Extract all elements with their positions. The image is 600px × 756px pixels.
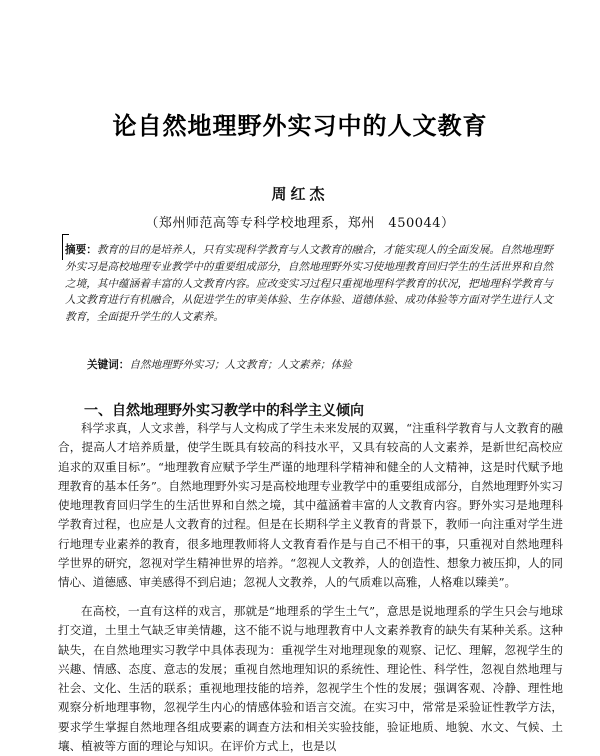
keywords xyxy=(87,357,557,373)
body-paragraph: 科学求真，人文求善，科学与人文构成了学生未来发展的双翼，“注重科学教育与人文教育的融合，提高人才培养质量，使学生既具有较高的科技水平，又具有较高的人文素养，是新世纪高校应追求的双重目标”。“地理教育应赋予学生严谨的地理科学精神和健全的人文精神，这是时代赋予地理教育的基本任务”。自然地理野外实习是高校地理专业教学中的重要组成部分，自然地理野外实习使地理教育回归学生的生活世界和自然之境，其中蕴涵着丰富的人文教育内容。野外实习是地理科学教育过程，也应是人文教育的过程。但是在长期科学主义教育的背景下，教师一向注重对学生进行地理专业素养的教育，很多地理教师将人文教育看作是与自己不相干的事，只重视对自然地理科学世界的研究，忽视对学生精神世界的培养。“忽视人文教养，人的创造性、想象力被压抑，人的同情心、道德感、审美感得不到启迪；忽视人文教养，人的气质难以高雅，人格难以臻美”。 xyxy=(58,421,563,590)
abstract-text: 教育的目的是培养人，只有实现科学教育与人文教育的融合，才能实现人的全面发展。自然地理野外实习是高校地理专业教学中的重要组成部分，自然地理野外实习使地理教育回归学生的生活世界和自然之境，其中蕴涵着丰富的人文教育内容。应改变实习过程只重视地理科学教育的状况，把地理科学教育与人文教育进行有机融合，从促进学生的审美体验、生存体验、道德体验、成功体验等方面对学生进行人文教育，全面提升学生的人文素养。 xyxy=(65,244,553,324)
abstract-bracket-side xyxy=(62,234,63,260)
body-paragraph: 在高校，一直有这样的戏言，那就是“地理系的学生土气”，意思是说地理系的学生只会与地球打交道，土里土气缺乏审美情趣，这不能不说与地理教育中人文素养教育的缺失有某种关系。这种缺失，在自然地理实习教学中具体表现为：重视学生对地理现象的观察、记忆、理解，忽视学生的兴趣、情感、态度、意志的发展；重视自然地理知识的系统性、理论性、科学性，忽视自然地理与社会、文化、生活的联系；重视地理技能的培养，忽视学生个性的发展；强调客观、冷静、理性地观察分析地理事物，忽视学生内心的情感体验和语言交流。在实习中，常常是采验证性教学方法，要求学生掌握自然地理各组成要素的调查方法和相关实验技能，验证地质、地貌、水文、气候、土壤、植被等方面的理论与知识。在评价方式上，也是以 xyxy=(58,604,563,754)
paper-title: 论自然地理野外实习中的人文教育 xyxy=(112,112,488,140)
author-affiliation: （郑州师范高等专科学校地理系，郑州 450044） xyxy=(145,216,455,231)
abstract-label: 摘要： xyxy=(65,244,97,256)
abstract-bracket-top xyxy=(62,234,69,235)
abstract xyxy=(65,242,553,326)
section-heading: 一、自然地理野外实习教学中的科学主义倾向 xyxy=(84,403,364,419)
author-name: 周红杰 xyxy=(271,185,329,203)
keywords-label: 关键词： xyxy=(87,359,130,371)
keywords-text: 自然地理野外实习；人文教育；人文素养；体验 xyxy=(129,359,352,371)
